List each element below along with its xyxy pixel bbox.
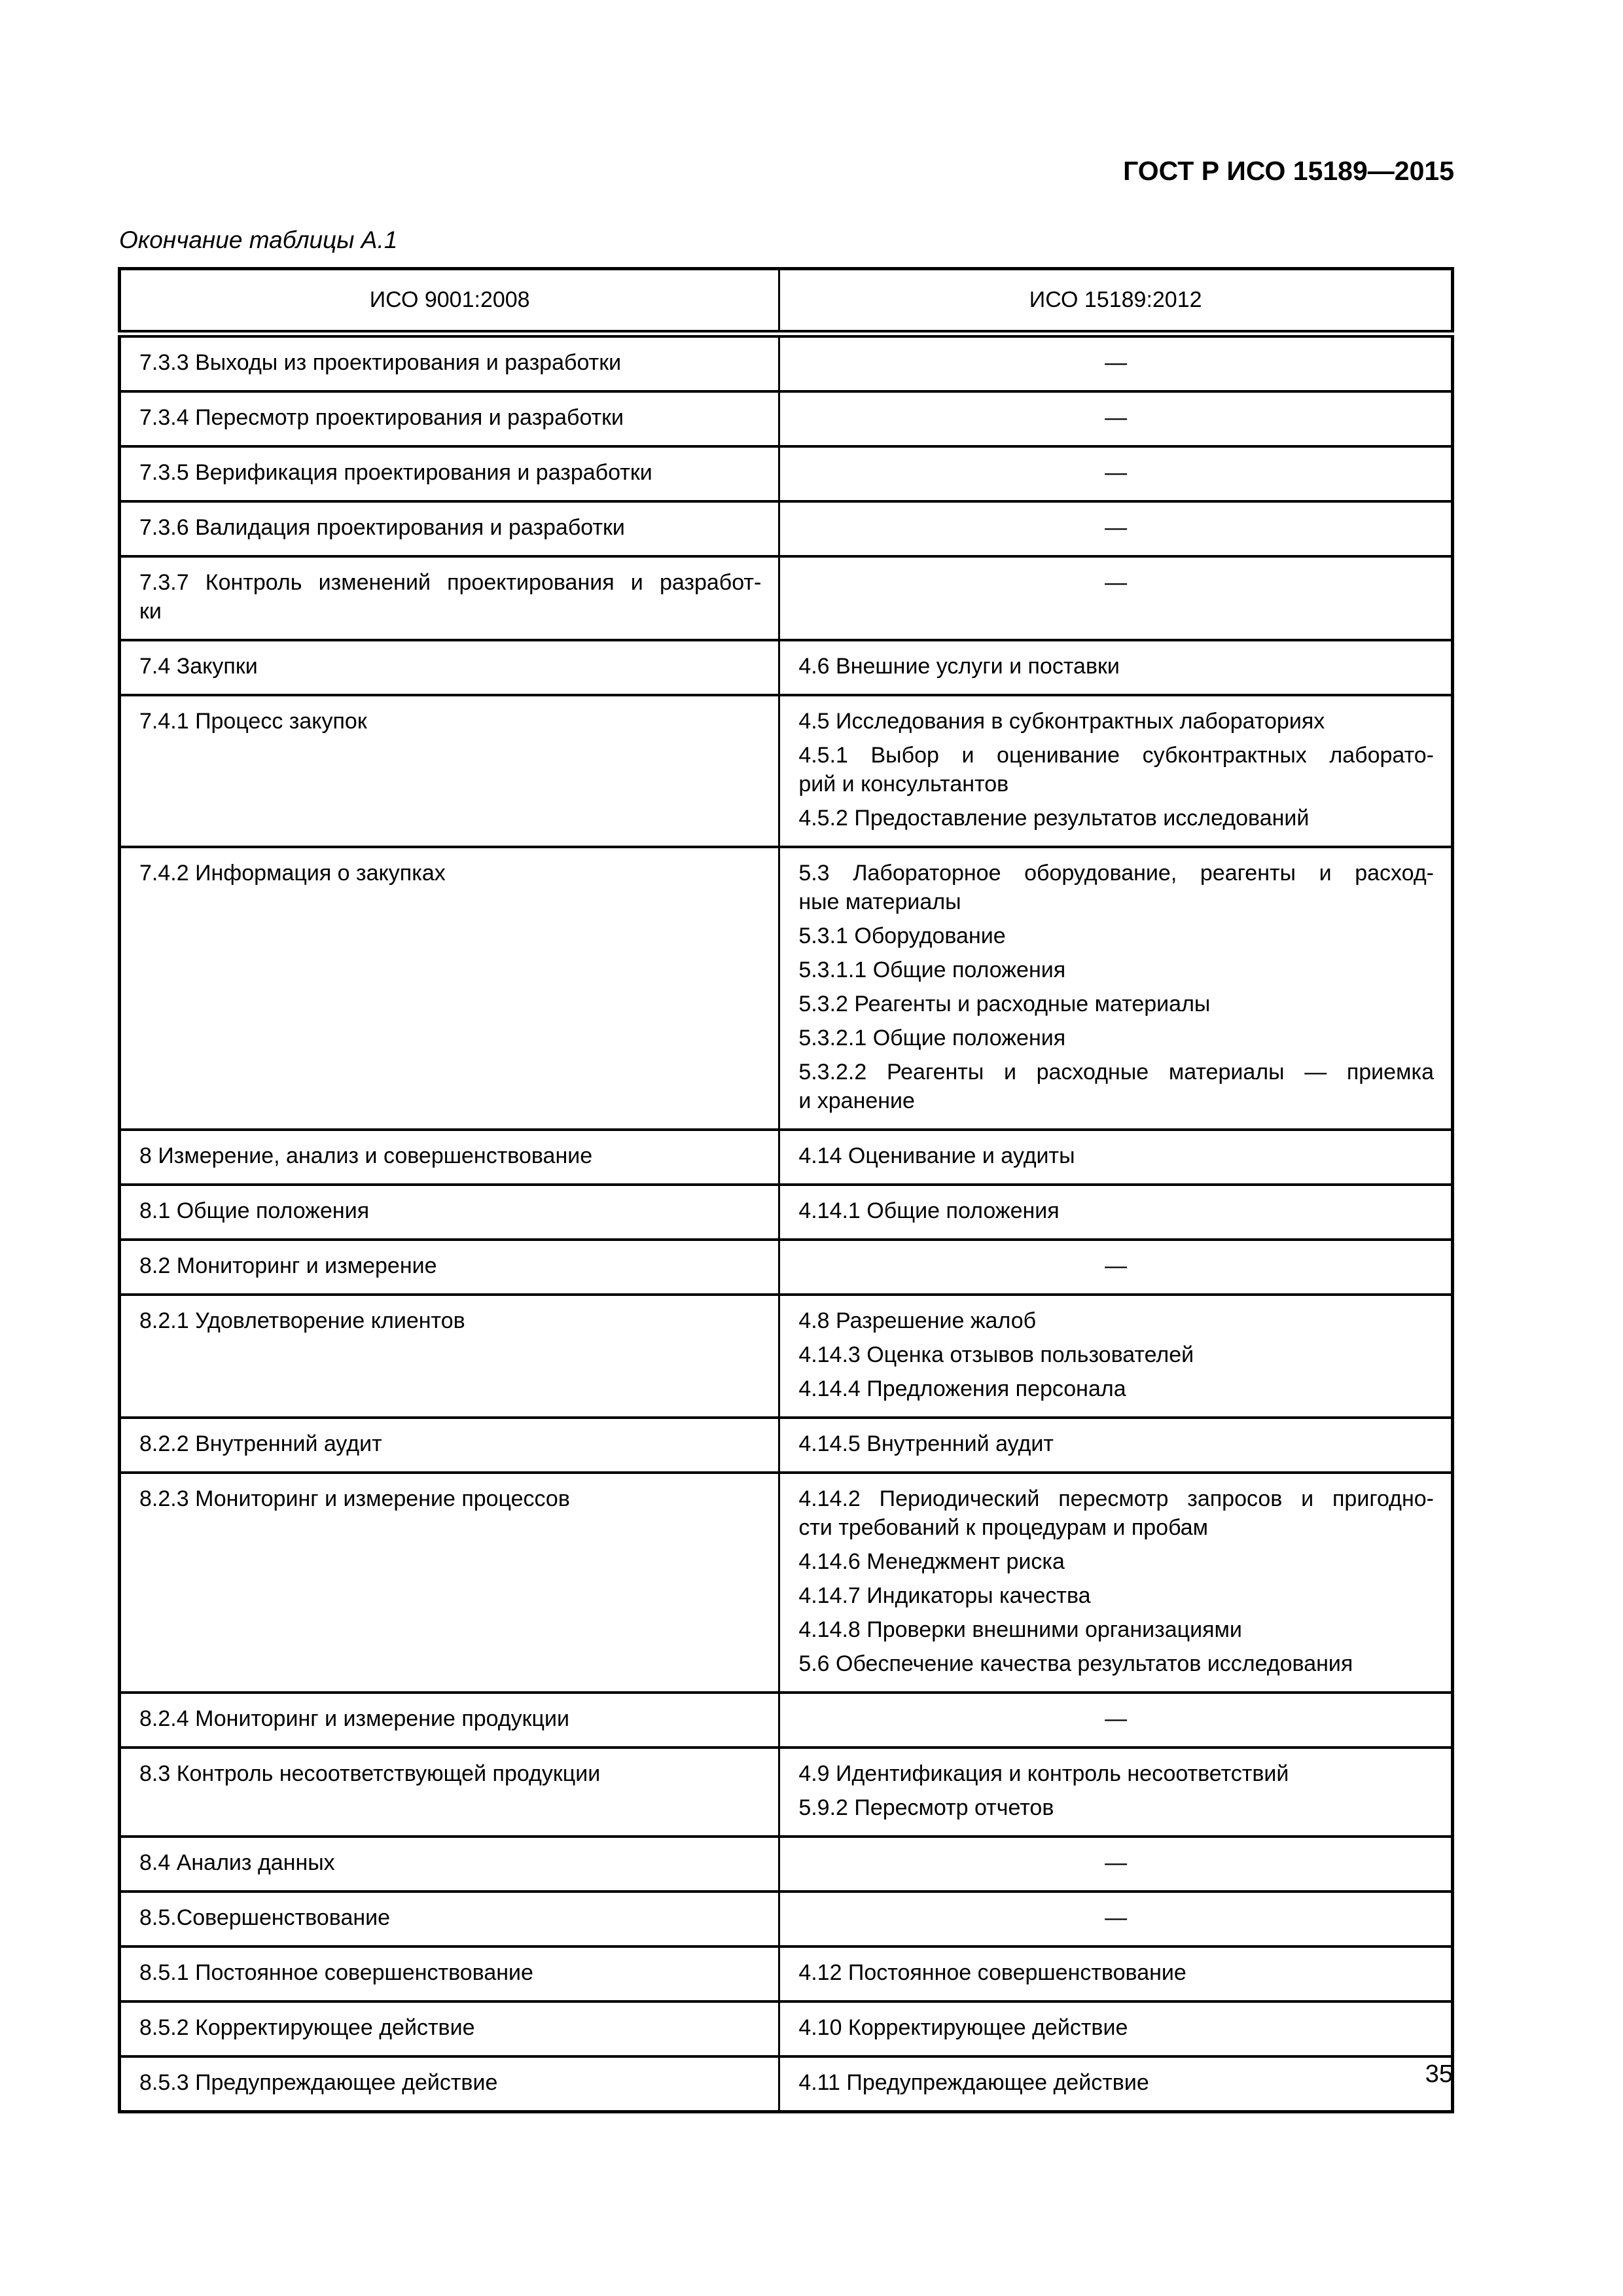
cell-paragraph: 4.12 Постоянное совершенствование	[798, 1960, 1186, 1985]
iso15189-cell	[779, 1295, 1453, 1418]
cell-paragraph: 8.2.2 Внутренний аудит	[139, 1431, 382, 1456]
cell-paragraph: 8.2.1 Удовлетворение клиентов	[139, 1308, 465, 1333]
iso15189-cell	[779, 695, 1453, 847]
table-row	[120, 1473, 1453, 1693]
iso15189-cell	[779, 1185, 1453, 1240]
iso9001-cell	[120, 2001, 779, 2056]
iso15189-cell	[779, 1837, 1453, 1892]
iso9001-cell	[120, 695, 779, 847]
iso15189-cell	[779, 847, 1453, 1130]
iso15189-cell	[779, 446, 1453, 501]
table-header	[120, 269, 1453, 334]
iso9001-cell	[120, 1837, 779, 1892]
cell-paragraph: 4.5 Исследования в субконтрактных лабораториях	[798, 709, 1325, 734]
table-row	[120, 640, 1453, 695]
cell-paragraph: 8.2.3 Мониторинг и измерение процессов	[139, 1486, 570, 1511]
iso15189-cell	[779, 1473, 1453, 1693]
iso9001-cell	[120, 556, 779, 640]
cell-paragraph: —	[1105, 1706, 1128, 1731]
cell-paragraph: 8.5.2 Корректирующее действие	[139, 2015, 475, 2040]
iso15189-cell	[779, 1418, 1453, 1473]
cell-paragraph: 8 Измерение, анализ и совершенствование	[139, 1143, 593, 1168]
iso9001-cell	[120, 334, 779, 391]
column-header-iso9001: ИСО 9001:2008	[120, 269, 779, 334]
cell-paragraph: 4.14.2 Периодический пересмотр запросов и пригодно- сти требований к процедурам и пробам	[798, 1486, 1434, 1540]
cell-paragraph: 8.5.1 Постоянное совершенствование	[139, 1960, 533, 1985]
iso9001-cell	[120, 1748, 779, 1837]
table-header-row	[120, 269, 1453, 334]
iso15189-cell	[779, 2056, 1453, 2112]
cell-paragraph: 4.5.1 Выбор и оценивание субконтрактных лаборато- рий и консультантов	[798, 743, 1434, 797]
cell-paragraph: 8.2 Мониторинг и измерение	[139, 1253, 437, 1278]
cell-paragraph: —	[1105, 1850, 1128, 1875]
cell-paragraph: 5.6 Обеспечение качества результатов исследования	[798, 1651, 1353, 1676]
table-row	[120, 1748, 1453, 1837]
comparison-table	[118, 267, 1454, 2113]
iso9001-cell	[120, 2056, 779, 2112]
table-row	[120, 695, 1453, 847]
table-row	[120, 391, 1453, 446]
cell-paragraph: —	[1105, 460, 1128, 485]
table-row	[120, 2001, 1453, 2056]
iso15189-cell	[779, 1892, 1453, 1946]
iso15189-cell	[779, 1748, 1453, 1837]
cell-paragraph: —	[1105, 1905, 1128, 1930]
cell-paragraph: 5.3.2.1 Общие положения	[798, 1026, 1066, 1050]
cell-paragraph: 4.14.6 Менеджмент риска	[798, 1549, 1065, 1574]
cell-paragraph: 7.3.6 Валидация проектирования и разработки	[139, 515, 625, 540]
iso9001-cell	[120, 847, 779, 1130]
cell-paragraph: 5.3.1 Оборудование	[798, 924, 1006, 948]
iso9001-cell	[120, 391, 779, 446]
cell-paragraph: 8.1 Общие положения	[139, 1198, 370, 1223]
iso9001-cell	[120, 640, 779, 695]
iso9001-cell	[120, 1185, 779, 1240]
table-row	[120, 446, 1453, 501]
cell-paragraph: 4.14.1 Общие положения	[798, 1198, 1060, 1223]
table-row	[120, 501, 1453, 556]
running-header: ГОСТ Р ИСО 15189—2015	[1123, 156, 1454, 186]
cell-paragraph: 8.3 Контроль несоответствующей продукции	[139, 1761, 601, 1786]
table-row	[120, 1185, 1453, 1240]
cell-paragraph: 8.5.3 Предупреждающее действие	[139, 2070, 498, 2095]
table-row	[120, 2056, 1453, 2112]
cell-paragraph: 7.3.3 Выходы из проектирования и разработки	[139, 350, 622, 375]
table-row	[120, 1837, 1453, 1892]
cell-paragraph: 5.3.2 Реагенты и расходные материалы	[798, 992, 1211, 1016]
table-row	[120, 1240, 1453, 1295]
iso15189-cell	[779, 2001, 1453, 2056]
cell-paragraph: —	[1105, 405, 1128, 430]
table-row	[120, 334, 1453, 391]
cell-paragraph: 7.3.5 Верификация проектирования и разработки	[139, 460, 652, 485]
cell-paragraph: —	[1105, 1253, 1128, 1278]
cell-paragraph: 4.14.7 Индикаторы качества	[798, 1583, 1091, 1608]
iso9001-cell	[120, 501, 779, 556]
cell-paragraph: 8.2.4 Мониторинг и измерение продукции	[139, 1706, 569, 1731]
cell-paragraph: —	[1105, 515, 1128, 540]
iso15189-cell	[779, 334, 1453, 391]
table-row	[120, 1418, 1453, 1473]
cell-paragraph: —	[1105, 570, 1128, 595]
table-row	[120, 1295, 1453, 1418]
cell-paragraph: 4.14.5 Внутренний аудит	[798, 1431, 1054, 1456]
table-caption: Окончание таблицы А.1	[119, 226, 398, 253]
cell-paragraph: 4.14.3 Оценка отзывов пользователей	[798, 1342, 1194, 1367]
iso15189-cell	[779, 1130, 1453, 1185]
table-row	[120, 1693, 1453, 1748]
iso9001-cell	[120, 1240, 779, 1295]
column-header-iso15189: ИСО 15189:2012	[779, 269, 1453, 334]
cell-paragraph: 4.11 Предупреждающее действие	[798, 2070, 1149, 2095]
cell-paragraph: 7.4.1 Процесс закупок	[139, 709, 367, 734]
iso9001-cell	[120, 1418, 779, 1473]
iso15189-cell	[779, 1946, 1453, 2001]
iso9001-cell	[120, 446, 779, 501]
cell-paragraph: 4.14.4 Предложения персонала	[798, 1376, 1126, 1401]
cell-paragraph: 7.4.2 Информация о закупках	[139, 861, 446, 886]
iso9001-cell	[120, 1295, 779, 1418]
iso15189-cell	[779, 391, 1453, 446]
cell-paragraph: 4.9 Идентификация и контроль несоответствий	[798, 1761, 1289, 1786]
cell-paragraph: 4.5.2 Предоставление результатов исследований	[798, 806, 1310, 831]
iso15189-cell	[779, 1693, 1453, 1748]
cell-paragraph: 5.3 Лабораторное оборудование, реагенты и расход- ные материалы	[798, 861, 1434, 914]
cell-paragraph: 5.9.2 Пересмотр отчетов	[798, 1795, 1054, 1820]
iso9001-cell	[120, 1892, 779, 1946]
cell-paragraph: 7.3.7 Контроль изменений проектирования и разработ- ки	[139, 570, 762, 624]
table-row	[120, 1892, 1453, 1946]
cell-paragraph: 4.14 Оценивание и аудиты	[798, 1143, 1075, 1168]
cell-paragraph: 4.10 Корректирующее действие	[798, 2015, 1128, 2040]
cell-paragraph: 5.3.2.2 Реагенты и расходные материалы — приемка и хранение	[798, 1060, 1434, 1113]
table-body	[120, 334, 1453, 2112]
iso9001-cell	[120, 1693, 779, 1748]
cell-paragraph: 7.3.4 Пересмотр проектирования и разработки	[139, 405, 624, 430]
iso15189-cell	[779, 1240, 1453, 1295]
table-row	[120, 1946, 1453, 2001]
table-row	[120, 556, 1453, 640]
cell-paragraph: 4.6 Внешние услуги и поставки	[798, 654, 1120, 679]
cell-paragraph: 4.8 Разрешение жалоб	[798, 1308, 1037, 1333]
cell-paragraph: 5.3.1.1 Общие положения	[798, 958, 1066, 982]
cell-paragraph: 8.5.Совершенствование	[139, 1905, 391, 1930]
cell-paragraph: —	[1105, 350, 1128, 375]
iso9001-cell	[120, 1946, 779, 2001]
iso9001-cell	[120, 1130, 779, 1185]
cell-paragraph: 7.4 Закупки	[139, 654, 258, 679]
iso15189-cell	[779, 640, 1453, 695]
table-row	[120, 847, 1453, 1130]
iso15189-cell	[779, 501, 1453, 556]
cell-paragraph: 8.4 Анализ данных	[139, 1850, 335, 1875]
table-row	[120, 1130, 1453, 1185]
iso15189-cell	[779, 556, 1453, 640]
page-number: 35	[1425, 2060, 1453, 2088]
cell-paragraph: 4.14.8 Проверки внешними организациями	[798, 1617, 1242, 1642]
iso9001-cell	[120, 1473, 779, 1693]
